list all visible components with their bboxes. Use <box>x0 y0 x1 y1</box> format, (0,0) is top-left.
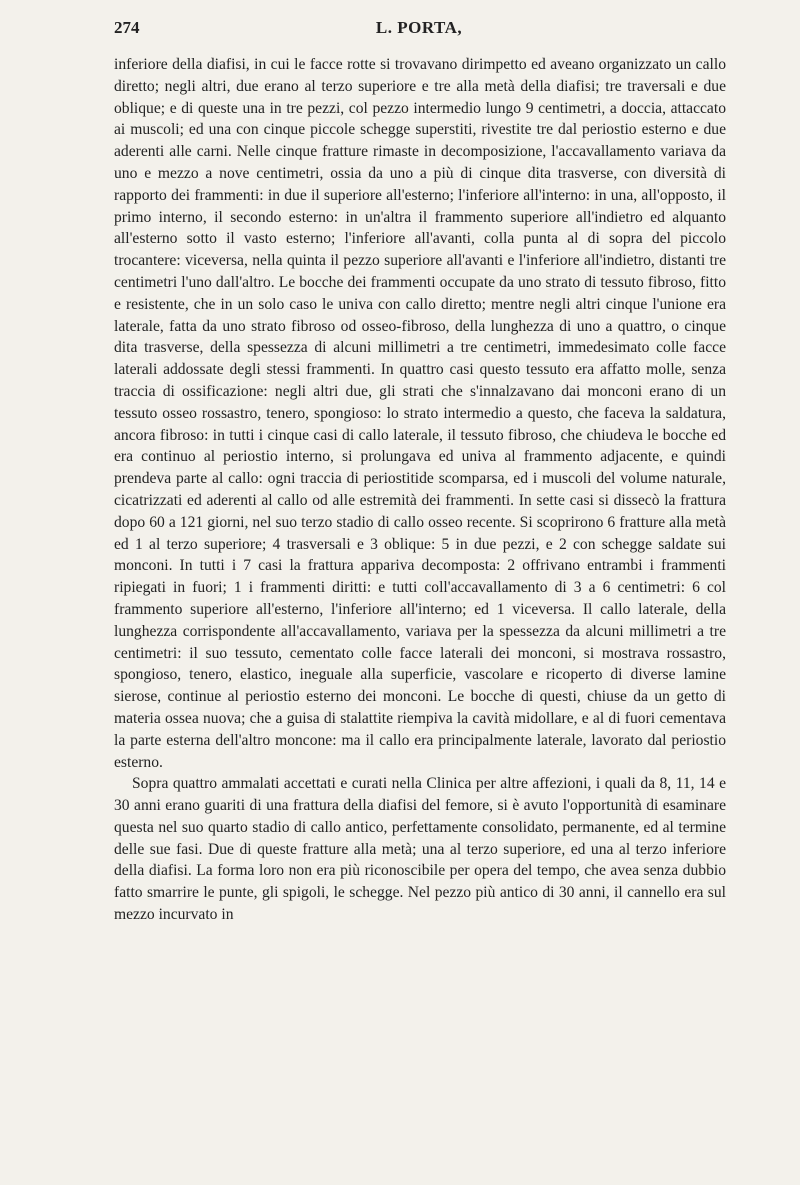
running-title: L. PORTA, <box>375 18 463 37</box>
paragraph-1: inferiore della diafisi, in cui le facce rotte si trovavano dirimpetto ed aveano organizzato un callo diretto; negli altri, due erano al terzo superiore e tre alla metà della diafisi; tre traversali e due oblique; e di queste una in tre pezzi, col pezzo intermedio lungo 9 centimetri, a doccia, attaccato ai muscoli; ed una con cinque piccole schegge superstiti, rivestite tre dal periostio esterno e due aderenti alle carni. Nelle cinque fratture rimaste in decomposizione, l'accavallamento variava da uno e mezzo a nove centimetri, ossia da uno a più di cinque dita trasverse, con diversità di rapporto dei frammenti: in due il superiore all'esterno; l'inferiore all'interno: in una, all'opposto, il primo interno, il secondo esterno: in un'altra il frammento superiore all'indietro ed alquanto all'esterno sotto il vasto esterno; l'inferiore all'avanti, colla punta al di sopra del piccolo trocantere: viceversa, nella quinta il pezzo superiore all'avanti e l'inferiore all'indietro, distanti tre centimetri l'uno dall'altro. Le bocche dei frammenti occupate da uno strato di tessuto fibroso, fitto e resistente, che in un solo caso le univa con callo diretto; mentre negli altri cinque l'unione era laterale, fatta da uno strato fibroso od osseo-fibroso, della lunghezza di uno a quattro, o cinque dita trasverse, della spessezza di alcuni millimetri a tre centimetri, immedesimato colle facce laterali addossate degli stessi frammenti. In quattro casi questo tessuto era affatto molle, senza traccia di ossificazione: negli altri due, gli strati che s'innalzavano dai monconi erano di un tessuto osseo rossastro, tenero, spongioso: lo strato intermedio a questo, che faceva la saldatura, ancora fibroso: in tutti i cinque casi di callo laterale, il tessuto fibroso, che chiudeva le bocche ed era continuo al periostio interno, si prolungava ed univa al frammento adjacente, e quindi prendeva parte al callo: ogni traccia di periostitide scomparsa, ed i muscoli del volume naturale, cicatrizzati ed aderenti al callo od alle estremità dei frammenti. In sette casi si dissecò la frattura dopo 60 a 121 giorni, nel suo terzo stadio di callo osseo recente. Si scoprirono 6 fratture alla metà ed 1 al terzo superiore; 4 trasversali e 3 oblique: 5 in due pezzi, e 2 con schegge saldate sui monconi. In tutti i 7 casi la frattura appariva decomposta: 2 offrivano entrambi i frammenti ripiegati in fuori; 1 i frammenti diritti: e tutti coll'accavallamento di 3 a 6 centimetri: 6 col frammento superiore all'esterno, l'inferiore all'interno; ed 1 viceversa. Il callo laterale, della lunghezza corrispondente all'accavallamento, variava per la spessezza da alcuni millimetri a tre centimetri: il suo tessuto, cementato colle facce laterali dei monconi, si mostrava rossastro, spongioso, tenero, elastico, ineguale alla superficie, vascolare e ricoperto di diverse lamine sierose, continue al periostio esterno dei monconi. Le bocche di questi, chiuse da un getto di materia ossea nuova; che a guisa di stalattite riempiva la cavità midollare, e al di fuori cementava la parte esterna dell'altro moncone: ma il callo era principalmente laterale, lavorato dal periostio esterno. <box>114 56 726 771</box>
page-number: 274 <box>114 18 140 37</box>
paragraph-2: Sopra quattro ammalati accettati e curati nella Clinica per altre affezioni, i quali da 8, 11, 14 e 30 anni erano guariti di una frattura della diafisi del femore, si è avuto l'opportunità di esaminare questa nel suo quarto stadio di callo antico, perfettamente consolidato, permanente, ed al termine delle sue fasi. Due di queste fratture alla metà; una al terzo superiore, ed una al terzo inferiore della diafisi. La forma loro non era più riconoscibile per opera del tempo, che avea senza dubbio fatto smarrire le punte, gli spigoli, le schegge. Nel pezzo più antico di 30 anni, il cannello era sul mezzo incurvato in <box>114 775 726 924</box>
running-head <box>114 18 724 44</box>
body-text <box>114 54 726 926</box>
